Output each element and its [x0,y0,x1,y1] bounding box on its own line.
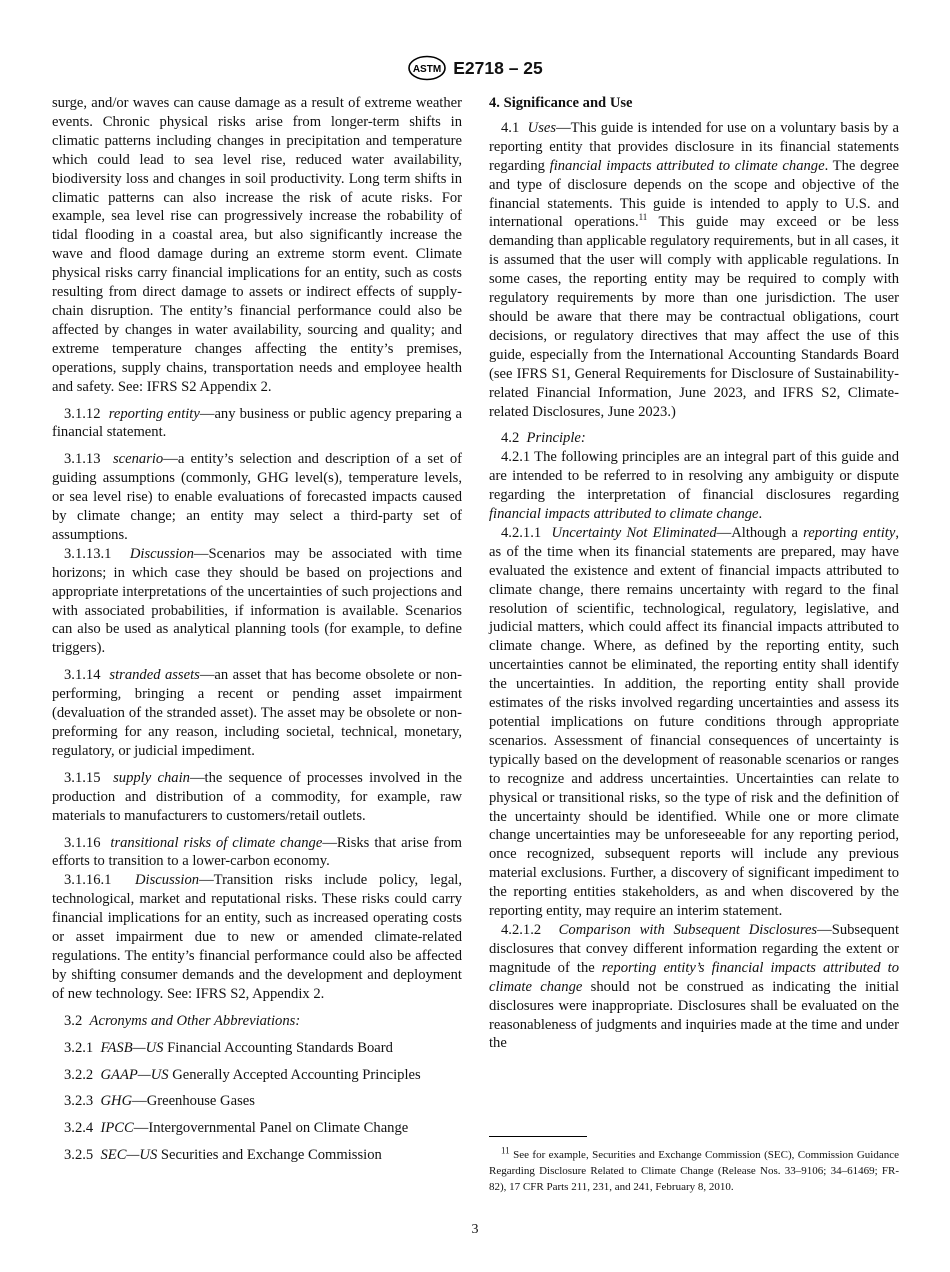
footnote-11: $^{11}$ See for example, Securities and Exchange Commission (SEC), Commission Guidance Regarding Disclosure Related to Climate Change (Release Nos. 33–9106; 34–61469; FR-82), 17 CFR Parts 211, 231, and 241, February 8, 2010. [489,1145,899,1193]
section-4-2: 4.2 Principle: [501,430,586,447]
section-4-2-1-2: 4.2.1.2 Comparison with Subsequent Disclosures—Subsequent disclosures that convey different information regarding the extent or magnitude of the reporting entity’s financial impacts attributed to climate change should not be construed as indicating the initial disclosures were inappropriate. Disclosures shall be evaluated on the reasonableness of judgments and inquiries made at the time and under the [489,921,899,1052]
section-3-1-14: 3.1.14 stranded assets—an asset that has become obsolete or non-performing, bringing a recent or pending asset impairment (devaluation of the stranded asset). The asset may be obsolete or non-preforming for any reason, including societal, technical, monetary, regulatory, or judicial impediment. [52,667,463,759]
left-column [52,94,462,1165]
right-column [489,94,899,1053]
page-header [0,55,950,81]
page-number: 3 [471,1222,479,1237]
section-4-1: 4.1 Uses—This guide is intended for use on a voluntary basis by a reporting entity that provides disclosure in its financial statements regarding financial impacts attributed to climate change. The degree and type of disclosure depends on the scope and objective of the financial statements. This guide is intended to apply to U.S. and international operations.$^{11}$ This guide may exceed or be less demanding than applicable regulatory requirements, but in all cases, it is assumed that the user will comply with applicable regulations. In some cases, the reporting entity may be required to comply with regulatory requirements by more than one jurisdiction. The user should be aware that there may be contractual obligations, court decisions, or regulatory directives that may affect the use of this guide, especially from the International Accounting Standards Board (see IFRS S1, General Requirements for Disclosure of Sustainability-related Financial Information, June 2023, and IFRS S2, Climate-related Disclosures, June 2023.) [489,119,900,420]
standard-designation: E2718 – 25 [453,57,543,78]
footnote-reference: 11 [638,212,648,223]
section-3-2: 3.2 Acronyms and Other Abbreviations: [64,1012,301,1029]
section-3-1-13-1: 3.1.13.1 Discussion—Scenarios may be associated with time horizons; in which case they should be based on projections and appropriate interpretations of the uncertainties of such projections and with associated probabilities, if information is available. Scenarios can also be used as analytical planning tools (for example, to define triggers). [52,545,463,657]
section-3-2-1: 3.2.1 FASB—US Financial Accounting Standards Board [64,1039,393,1056]
astm-logo-icon [407,55,447,81]
paragraph-physical-risks-continued: surge, and/or waves can cause damage as a result of extreme weather events. Chronic physical risks arise from longer-term shifts in climatic patterns including changes in precipitation and temperature which could lead to sea level rise, reduced water availability, biodiversity loss and changes in soil productivity. Long term shifts in climatic patterns can also increase the risk of acute risks. For example, sea level rise can progressively increase the robability of tidal flooding in a coastal area, but also significantly increase the wave and flood damage during an extreme storm event. Climate physical risks carry financial implications for an entity, such as costs resulting from direct damage to assets or indirect effects of supply-chain disruption. The entity’s financial performance could also be affected by changes in water availability, sourcing and quality; and extreme temperature changes affecting the entity’s premises, operations, supply chains, transportation needs and employee health and safety. See: IFRS S2 Appendix 2. [52,95,462,395]
section-4-2-1: 4.2.1 The following principles are an integral part of this guide and are intended to be referred to in resolving any ambiguity or dispute regarding the interpretation of financial disclosures regarding financial impacts attributed to climate change. [489,449,899,523]
section-heading-significance-and-use: 4. Significance and Use [489,95,633,111]
section-3-1-16-1: 3.1.16.1 Discussion—Transition risks include policy, legal, technological, market and reputational risks. These risks could carry financial implications for an entity, such as increased operating costs or asset impairment due to new or amended climate-related regulations. The entity’s financial performance could also be affected by shifting consumer demands and the development and deployment of new technology. See: IFRS S2, Appendix 2. [52,872,463,1002]
section-4-2-1-1: 4.2.1.1 Uncertainty Not Eliminated—Although a reporting entity, as of the time when its financial statements are prepared, may have evaluated the existence and extent of financial impacts attributed to climate change, there remains uncertainty with regard to the final resolution of scientific, technological, regulatory, legislative, and judicial matters, which could affect its financial impacts attributed to climate change. Where, as defined by the reporting entity, such uncertainties cannot be eliminated, the reporting entity shall identify the uncertainties. In addition, the reporting entity shall provide estimates of the risks involved regarding uncertainties and assess its potential implications on future conditions through appropriate scenarios. Assessment of financial consequences of uncertainty is typically based on the development of reasonable scenarios or ranges to recognize and address uncertainties. Uncertainties can relate to physical or transitional risks, so the type of risk and the definition of the uncertainty should be identified. While one or more climate change uncertainties may be unforeseeable for any reporting period, once recognized, subsequent reports will include any previous material exclusions. Further, a discovery of significant impediment to the reporting entities stakeholders, as and when discovered by the reporting entity, may require an interim statement. [489,524,899,920]
section-3-1-16: 3.1.16 transitional risks of climate change—Risks that arise from efforts to transition to a lower-carbon economy. [52,834,463,870]
section-3-2-2: 3.2.2 GAAP—US Generally Accepted Accounting Principles [64,1066,421,1083]
section-3-2-5: 3.2.5 SEC—US Securities and Exchange Commission [64,1147,382,1164]
section-3-2-4: 3.2.4 IPCC—Intergovernmental Panel on Climate Change [64,1120,409,1137]
footnote-divider [489,1136,587,1137]
svg-text:ASTM: ASTM [413,64,442,75]
section-3-2-3: 3.2.3 GHG—Greenhouse Gases [64,1093,255,1110]
section-3-1-15: 3.1.15 supply chain—the sequence of processes involved in the production and distribution of a commodity, for example, raw materials to manufacturers to customers/retail outlets. [52,769,462,824]
section-3-1-13: 3.1.13 scenario—a entity’s selection and description of a set of guiding assumptions (commonly, GHG level(s), temperature levels, or sea level rise) to enable evaluations of forecasted impacts caused by climate change; an entity may select a third-party set of assumptions. [52,451,462,543]
section-3-1-12: 3.1.12 reporting entity—any business or public agency preparing a financial statement. [52,405,463,441]
